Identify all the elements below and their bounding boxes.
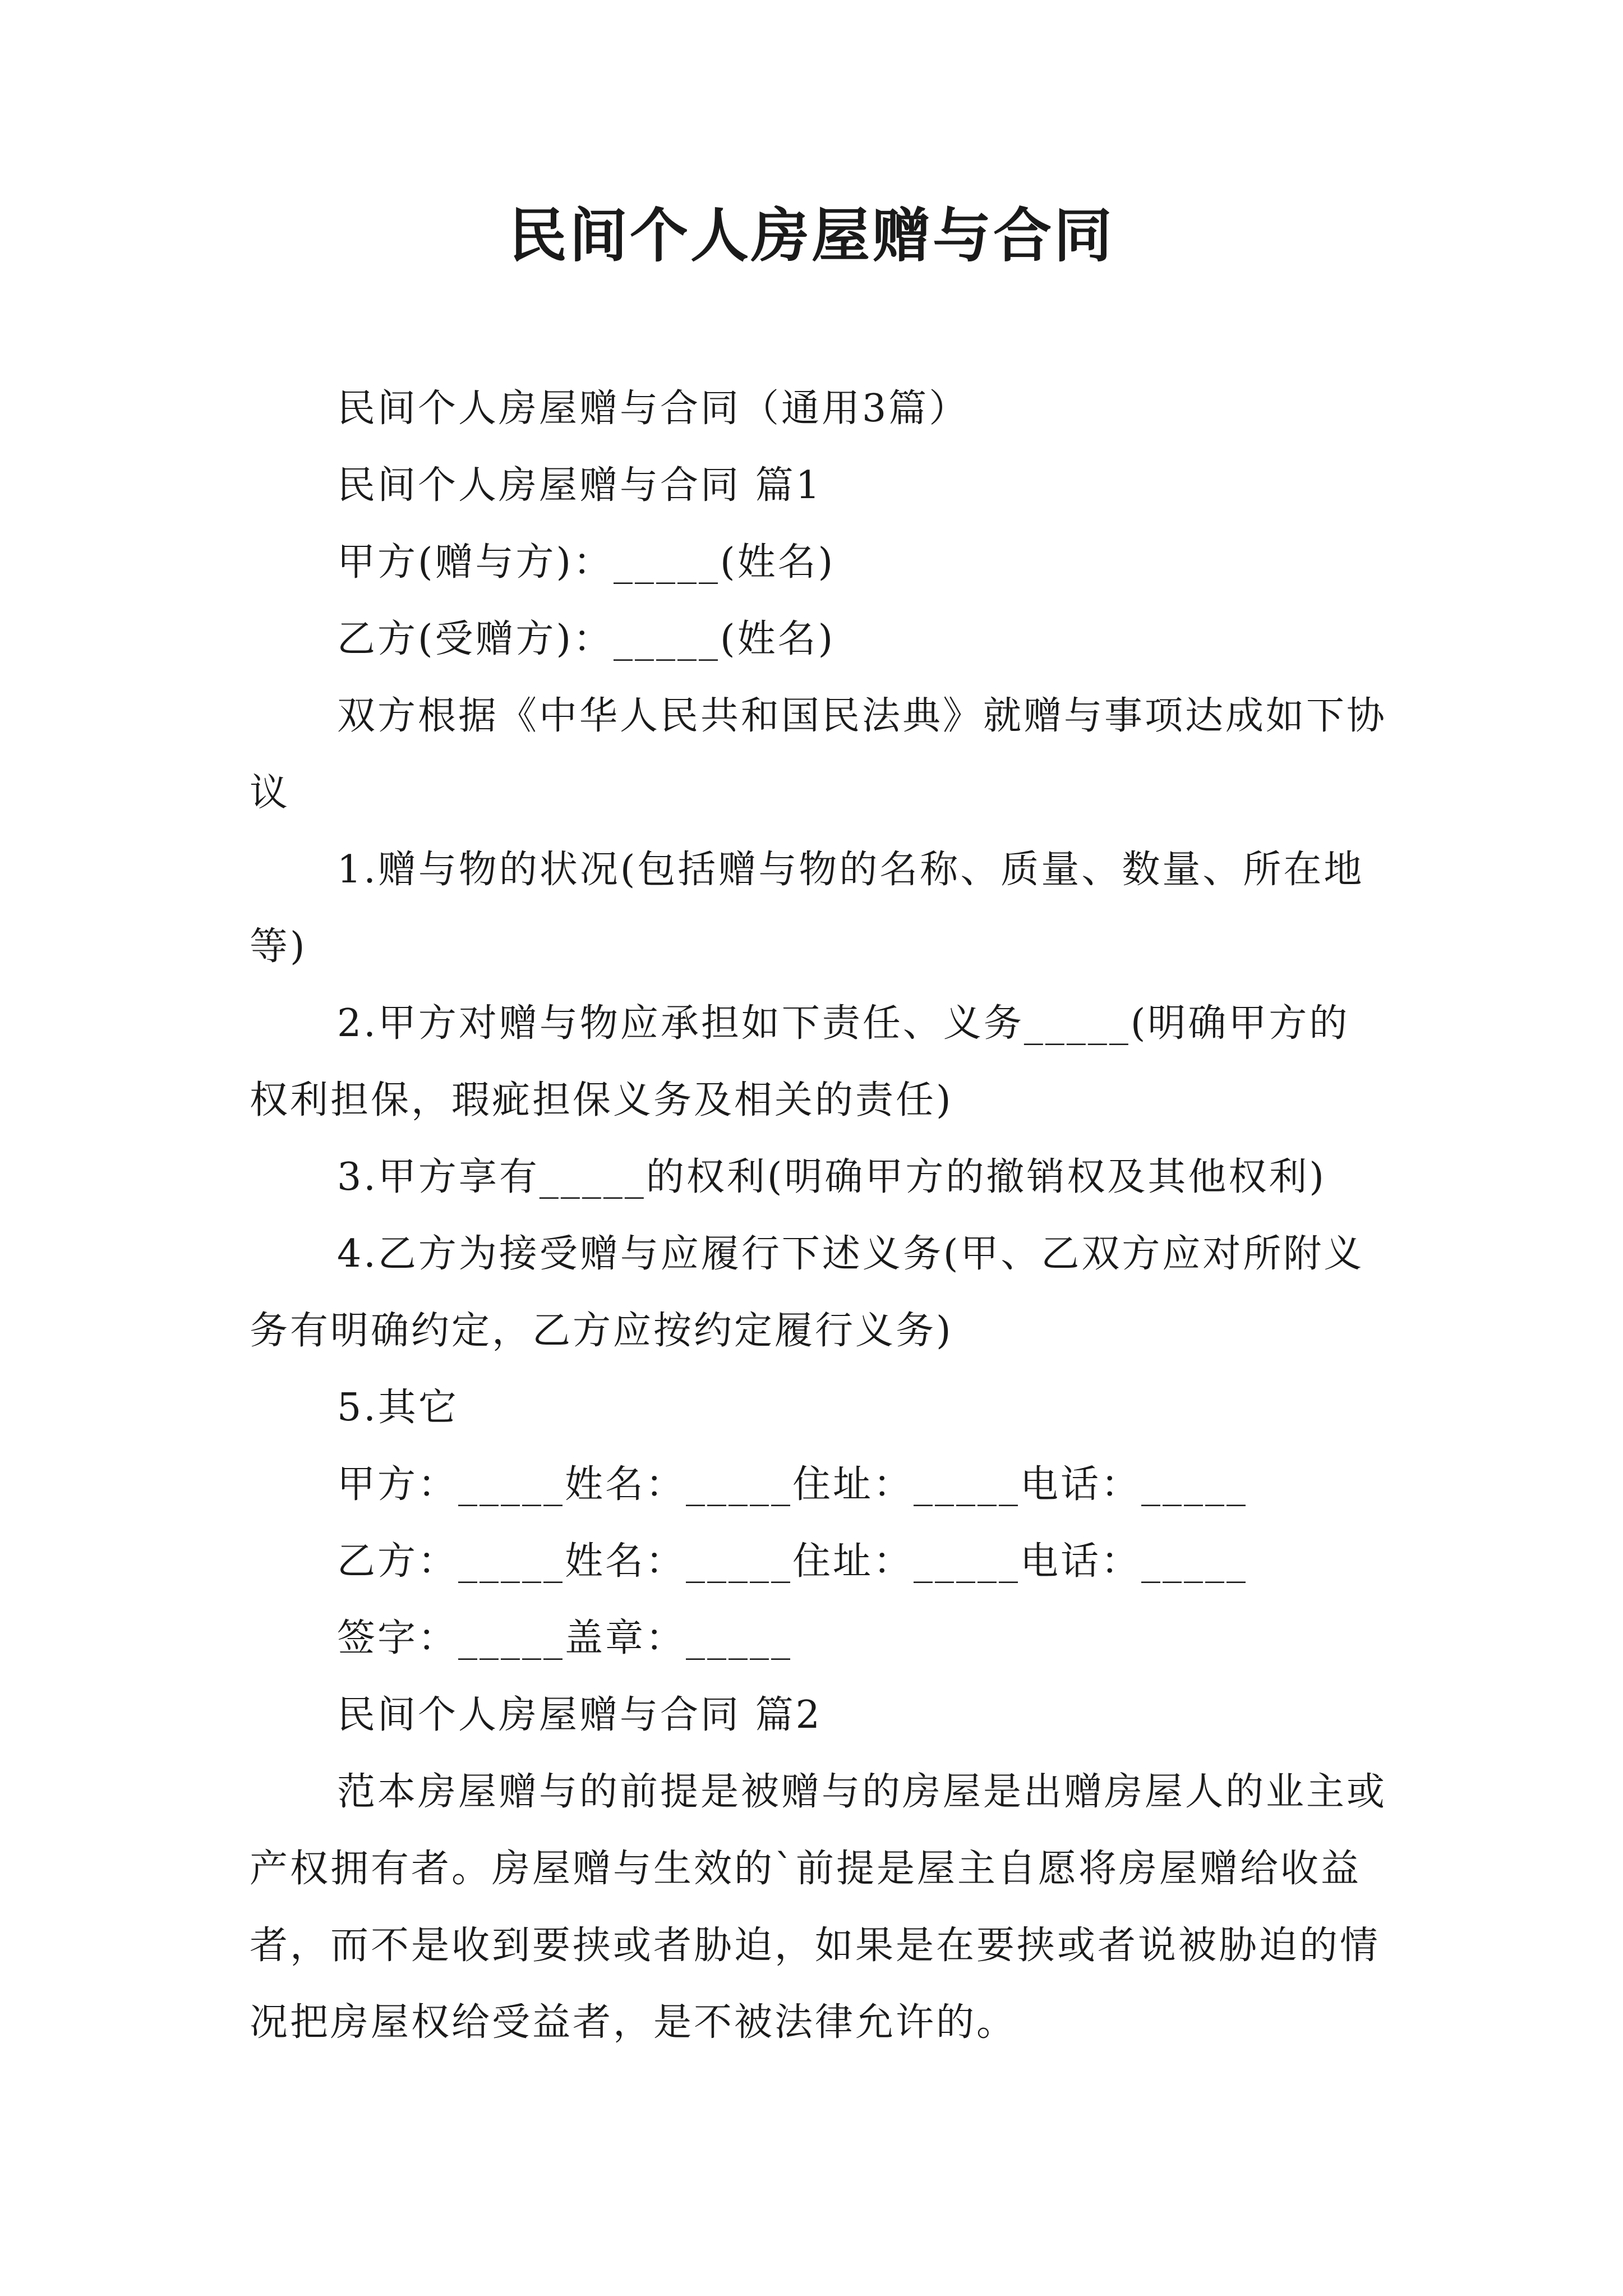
document-body xyxy=(250,370,1388,2061)
clause-1: 1.赠与物的状况(包括赠与物的名称、质量、数量、所在地等) xyxy=(250,848,1364,969)
paragraph-intro: 民间个人房屋赠与合同（通用3篇） xyxy=(337,386,970,431)
party-b-line: 乙方(受赠方)：_____(姓名) xyxy=(337,617,836,661)
signature-line-party-a: 甲方：_____姓名：_____住址：_____电话：_____ xyxy=(337,1462,1248,1507)
agreement-preamble: 双方根据《中华人民共和国民法典》就赠与事项达成如下协议 xyxy=(250,694,1387,815)
signature-line-party-b: 乙方：_____姓名：_____住址：_____电话：_____ xyxy=(337,1539,1248,1584)
document-title: 民间个人房屋赠与合同 xyxy=(508,201,1114,270)
sign-seal-line: 签字：_____盖章：_____ xyxy=(337,1616,793,1660)
section-heading-2: 民间个人房屋赠与合同 篇2 xyxy=(337,1693,822,1737)
clause-4: 4.乙方为接受赠与应履行下述义务(甲、乙双方应对所附义务有明确约定，乙方应按约定履行义务) xyxy=(250,1232,1364,1353)
party-a-line: 甲方(赠与方)：_____(姓名) xyxy=(337,540,836,585)
clause-2: 2.甲方对赠与物应承担如下责任、义务_____(明确甲方的权利担保，瑕疵担保义务及相关的责任) xyxy=(250,1001,1350,1122)
clause-3: 3.甲方享有_____的权利(明确甲方的撤销权及其他权利) xyxy=(337,1155,1326,1199)
section-2-paragraph: 范本房屋赠与的前提是被赠与的房屋是出赠房屋人的业主或产权拥有者。房屋赠与生效的`前提是屋主自愿将房屋赠给收益者，而不是收到要挟或者胁迫，如果是在要挟或者说被胁迫的情况把房屋权给受益者，是不被法律允许的。 xyxy=(250,1770,1387,2045)
section-heading-1: 民间个人房屋赠与合同 篇1 xyxy=(337,463,822,508)
clause-5: 5.其它 xyxy=(337,1386,459,1430)
